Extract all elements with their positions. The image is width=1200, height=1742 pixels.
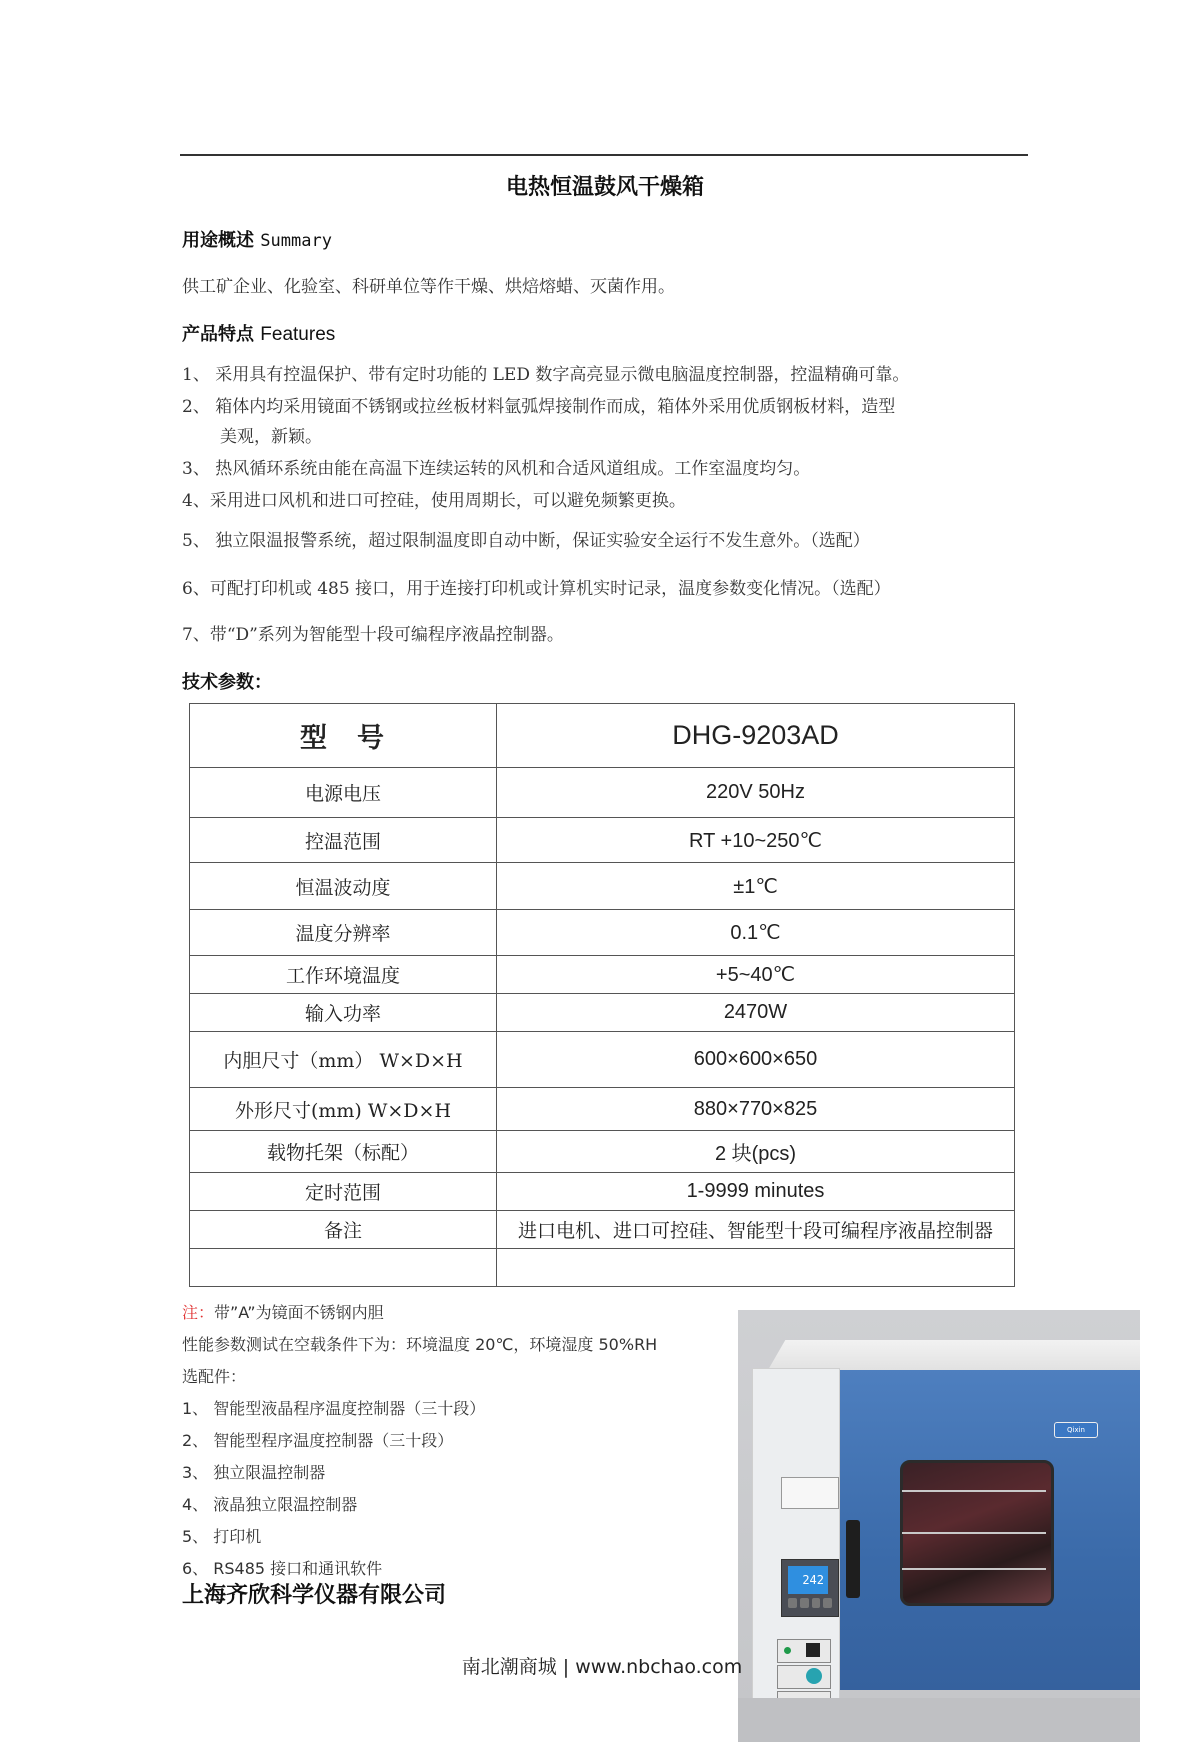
- specs-heading: 技术参数：: [182, 672, 272, 693]
- spec-value: 2 块(pcs): [497, 1131, 1015, 1173]
- spec-label: 输入功率: [190, 994, 497, 1032]
- summary-heading-cn: 用途概述: [182, 230, 254, 251]
- spec-value: ±1℃: [497, 863, 1015, 910]
- spec-value: 进口电机、进口可控硅、智能型十段可编程序液晶控制器: [497, 1211, 1015, 1249]
- option-item-5: 5、 打印机: [182, 1527, 262, 1546]
- option-item-1: 1、 智能型液晶程序温度控制器（三十段）: [182, 1399, 486, 1418]
- spec-row: [190, 956, 1015, 994]
- features-heading: [182, 320, 335, 346]
- door-handle: [846, 1520, 860, 1598]
- feature-item-6: 6、可配打印机或 485 接口，用于连接打印机或计算机实时记录，温度参数变化情况。（选配）: [182, 579, 891, 599]
- summary-heading-en: Summary: [260, 231, 332, 251]
- spec-label: 内胆尺寸（mm） W×D×H: [190, 1032, 497, 1088]
- spec-label: 型号: [190, 704, 497, 768]
- options-heading: 选配件：: [182, 1367, 247, 1386]
- feature-item-7: 7、带“D”系列为智能型十段可编程序液晶控制器。: [182, 625, 564, 645]
- spec-label: 定时范围: [190, 1173, 497, 1211]
- spec-row: [190, 818, 1015, 863]
- oven-label-plate: [781, 1477, 839, 1509]
- note-line: [182, 1300, 384, 1323]
- spec-row: [190, 1173, 1015, 1211]
- oven-top: [768, 1340, 1140, 1370]
- feature-item-1: 1、 采用具有控温保护、带有定时功能的 LED 数字高亮显示微电脑温度控制器，控温精确可靠。: [182, 365, 910, 385]
- temperature-controller: [781, 1559, 839, 1617]
- photo-floor: [738, 1698, 1140, 1742]
- spec-value: +5~40℃: [497, 956, 1015, 994]
- option-item-4: 4、 液晶独立限温控制器: [182, 1495, 358, 1514]
- note-label: 注：: [182, 1303, 215, 1322]
- spec-label: 恒温波动度: [190, 863, 497, 910]
- spec-row: [190, 994, 1015, 1032]
- test-conditions: 性能参数测试在空载条件下为：环境温度 20℃，环境湿度 50%RH: [182, 1335, 658, 1354]
- spec-label: 工作环境温度: [190, 956, 497, 994]
- spec-row: [190, 910, 1015, 956]
- spec-label: 外形尺寸(mm) W×D×H: [190, 1088, 497, 1131]
- oven-rack: [902, 1532, 1046, 1534]
- spec-value: RT +10~250℃: [497, 818, 1015, 863]
- oven-control-panel: [752, 1368, 840, 1700]
- oven-rack: [902, 1568, 1046, 1570]
- option-item-2: 2、 智能型程序温度控制器（三十段）: [182, 1431, 454, 1450]
- features-heading-cn: 产品特点: [182, 324, 254, 345]
- spec-value: 880×770×825: [497, 1088, 1015, 1131]
- option-item-3: 3、 独立限温控制器: [182, 1463, 326, 1482]
- spec-value: 600×600×650: [497, 1032, 1015, 1088]
- lcd-display: 242: [788, 1566, 828, 1594]
- feature-item-4: 4、采用进口风机和进口可控硅，使用周期长，可以避免频繁更换。: [182, 491, 686, 511]
- feature-item-2: 2、 箱体内均采用镜面不锈钢或拉丝板材料氩弧焊接制作而成，箱体外采用优质钢板材料，造型: [182, 397, 896, 417]
- features-heading-en: Features: [260, 324, 336, 345]
- spec-value: [497, 1249, 1015, 1287]
- brand-badge: Qixin: [1054, 1422, 1098, 1438]
- spec-label: 载物托架（标配）: [190, 1131, 497, 1173]
- footer-site: 南北潮商城 | www.nbchao.com: [461, 1656, 743, 1678]
- note-text: 带”A”为镜面不锈钢内胆: [214, 1303, 384, 1322]
- spec-value: 0.1℃: [497, 910, 1015, 956]
- spec-row: [190, 1032, 1015, 1088]
- feature-item-3: 3、 热风循环系统由能在高温下连续运转的风机和合适风道组成。工作室温度均匀。: [182, 459, 811, 479]
- spec-row-model: [190, 704, 1015, 768]
- feature-item-2-cont: 美观，新颖。: [220, 427, 322, 447]
- spec-label: 温度分辨率: [190, 910, 497, 956]
- spec-value: 1-9999 minutes: [497, 1173, 1015, 1211]
- option-item-6: 6、 RS485 接口和通讯软件: [182, 1559, 383, 1578]
- summary-heading: [182, 226, 332, 252]
- spec-row-empty: [190, 1249, 1015, 1287]
- spec-row: [190, 863, 1015, 910]
- spec-label: 控温范围: [190, 818, 497, 863]
- spec-row: [190, 1131, 1015, 1173]
- header-rule: [180, 154, 1028, 156]
- spec-row: [190, 1211, 1015, 1249]
- company-name: 上海齐欣科学仪器有限公司: [182, 1583, 447, 1608]
- spec-value: 2470W: [497, 994, 1015, 1032]
- spec-label: 电源电压: [190, 768, 497, 818]
- spec-table: [189, 703, 1015, 1287]
- spec-label: [190, 1249, 497, 1287]
- controller-buttons: [788, 1598, 832, 1608]
- oven-rack: [902, 1490, 1046, 1492]
- document-title: 电热恒温鼓风干燥箱: [505, 174, 704, 200]
- spec-value: 220V 50Hz: [497, 768, 1015, 818]
- summary-text: 供工矿企业、化验室、科研单位等作干燥、烘焙熔蜡、灭菌作用。: [182, 277, 675, 297]
- spec-value: DHG-9203AD: [497, 704, 1015, 768]
- feature-item-5: 5、 独立限温报警系统，超过限制温度即自动中断，保证实验安全运行不发生意外。（选配）: [182, 531, 870, 551]
- spec-label: 备注: [190, 1211, 497, 1249]
- spec-row: [190, 768, 1015, 818]
- spec-row: [190, 1088, 1015, 1131]
